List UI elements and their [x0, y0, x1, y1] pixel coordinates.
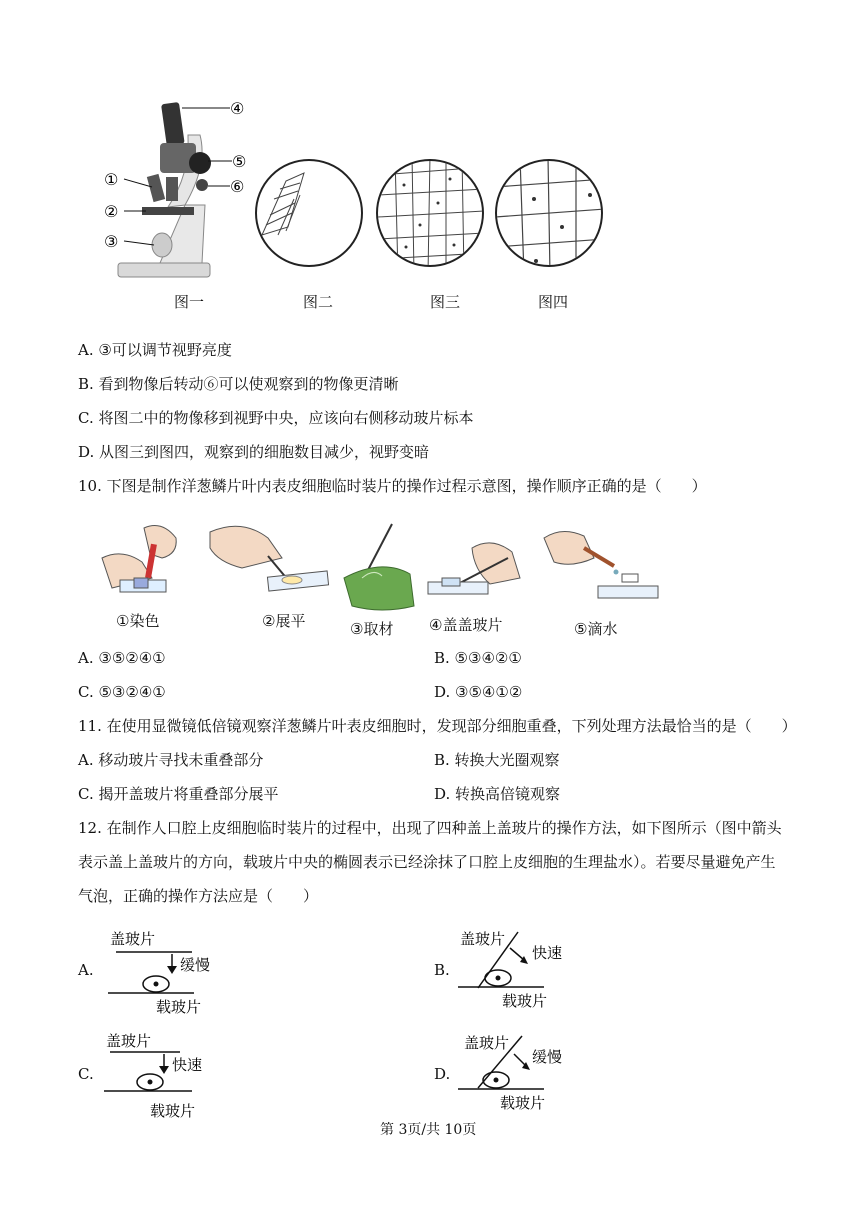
q12-diagram-b — [452, 926, 602, 1016]
field-of-view-4 — [495, 157, 605, 275]
q11-option-b: B. 转换大光圈观察 — [434, 751, 560, 769]
microscope-drawing — [118, 102, 232, 277]
step-label-3: ③取材 — [350, 620, 394, 638]
figure-caption-3: 图三 — [430, 293, 461, 311]
q12-diagram-c — [100, 1030, 240, 1120]
q12-diagram-d — [452, 1030, 602, 1120]
q10-step-illustrations — [92, 518, 662, 618]
speed-label: 快速 — [532, 944, 563, 962]
q9-figure-row — [90, 95, 630, 315]
q12-letter-d: D. — [434, 1065, 451, 1083]
q10-option-b: B. ⑤③④②① — [434, 649, 522, 667]
q11-option-c: C. 揭开盖玻片将重叠部分展平 — [78, 785, 279, 803]
q12-stem-line-1: 12. 在制作人口腔上皮细胞临时装片的过程中，出现了四种盖上盖玻片的操作方法，如下图所示（图中箭头 — [78, 819, 782, 837]
q9-option-d: D. 从图三到图四，观察到的细胞数目减少，视野变暗 — [78, 443, 430, 461]
figure-caption-4: 图四 — [538, 293, 569, 311]
q12-diagram-a — [100, 926, 240, 1016]
q9-option-b: B. 看到物像后转动⑥可以使观察到的物像更清晰 — [78, 375, 399, 393]
q12-stem-line-3: 气泡，正确的操作方法应是（ ） — [78, 887, 319, 905]
q11-option-a: A. 移动玻片寻找未重叠部分 — [78, 751, 264, 769]
figure-caption-2: 图二 — [303, 293, 334, 311]
q10-option-d: D. ③⑤④①② — [434, 683, 523, 701]
cover-slip-label: 盖玻片 — [464, 1034, 510, 1052]
q11-stem: 11. 在使用显微镜低倍镜观察洋葱鳞片叶表皮细胞时，发现部分细胞重叠，下列处理方法最恰当的是（ ） — [78, 717, 797, 735]
q12-letter-c: C. — [78, 1065, 94, 1083]
q10-option-c: C. ⑤③②④① — [78, 683, 166, 701]
step-label-1: ①染色 — [116, 612, 160, 630]
q9-option-c: C. 将图二中的物像移到视野中央，应该向右侧移动玻片标本 — [78, 409, 474, 427]
step-label-2: ②展平 — [262, 612, 306, 630]
step-take-material-illustration — [344, 524, 414, 610]
speed-label: 快速 — [172, 1056, 203, 1074]
speed-label: 缓慢 — [532, 1048, 563, 1066]
step-cover-slip-illustration — [428, 543, 520, 594]
step-flatten-illustration — [210, 526, 329, 591]
field-of-view-3 — [377, 155, 485, 275]
cover-slip-label: 盖玻片 — [106, 1032, 152, 1050]
step-label-5: ⑤滴水 — [574, 620, 618, 638]
slide-label: 载玻片 — [156, 998, 202, 1016]
callout-4: ④ — [230, 99, 245, 118]
callout-2: ② — [104, 202, 119, 221]
callout-3: ③ — [104, 232, 119, 251]
slide-label: 载玻片 — [500, 1094, 546, 1112]
field-of-view-2 — [256, 160, 362, 266]
page-footer: 第 3页/共 10页 — [380, 1122, 477, 1138]
cover-slip-label: 盖玻片 — [460, 930, 506, 948]
figure-caption-1: 图一 — [174, 293, 205, 311]
step-stain-illustration — [102, 526, 176, 592]
callout-5: ⑤ — [232, 152, 247, 171]
q12-letter-b: B. — [434, 961, 450, 979]
speed-label: 缓慢 — [180, 956, 211, 974]
step-drip-water-illustration — [544, 531, 658, 598]
q12-letter-a: A. — [78, 961, 94, 979]
microscope-figures — [90, 95, 630, 315]
q12-stem-line-2: 表示盖上盖玻片的方向，载玻片中央的椭圆表示已经涂抹了口腔上皮细胞的生理盐水）。若要尽量避免产生 — [78, 853, 776, 871]
slide-label: 载玻片 — [150, 1102, 196, 1120]
q9-option-a: A. ③可以调节视野亮度 — [78, 341, 232, 359]
q11-option-d: D. 转换高倍镜观察 — [434, 785, 561, 803]
slide-label: 载玻片 — [502, 992, 548, 1010]
step-label-4: ④盖盖玻片 — [429, 616, 503, 634]
callout-6: ⑥ — [230, 177, 245, 196]
q10-option-a: A. ③⑤②④① — [78, 649, 166, 667]
q10-stem: 10. 下图是制作洋葱鳞片叶内表皮细胞临时装片的操作过程示意图，操作顺序正确的是（ ） — [78, 477, 707, 495]
cover-slip-label: 盖玻片 — [110, 930, 156, 948]
callout-1: ① — [104, 170, 119, 189]
